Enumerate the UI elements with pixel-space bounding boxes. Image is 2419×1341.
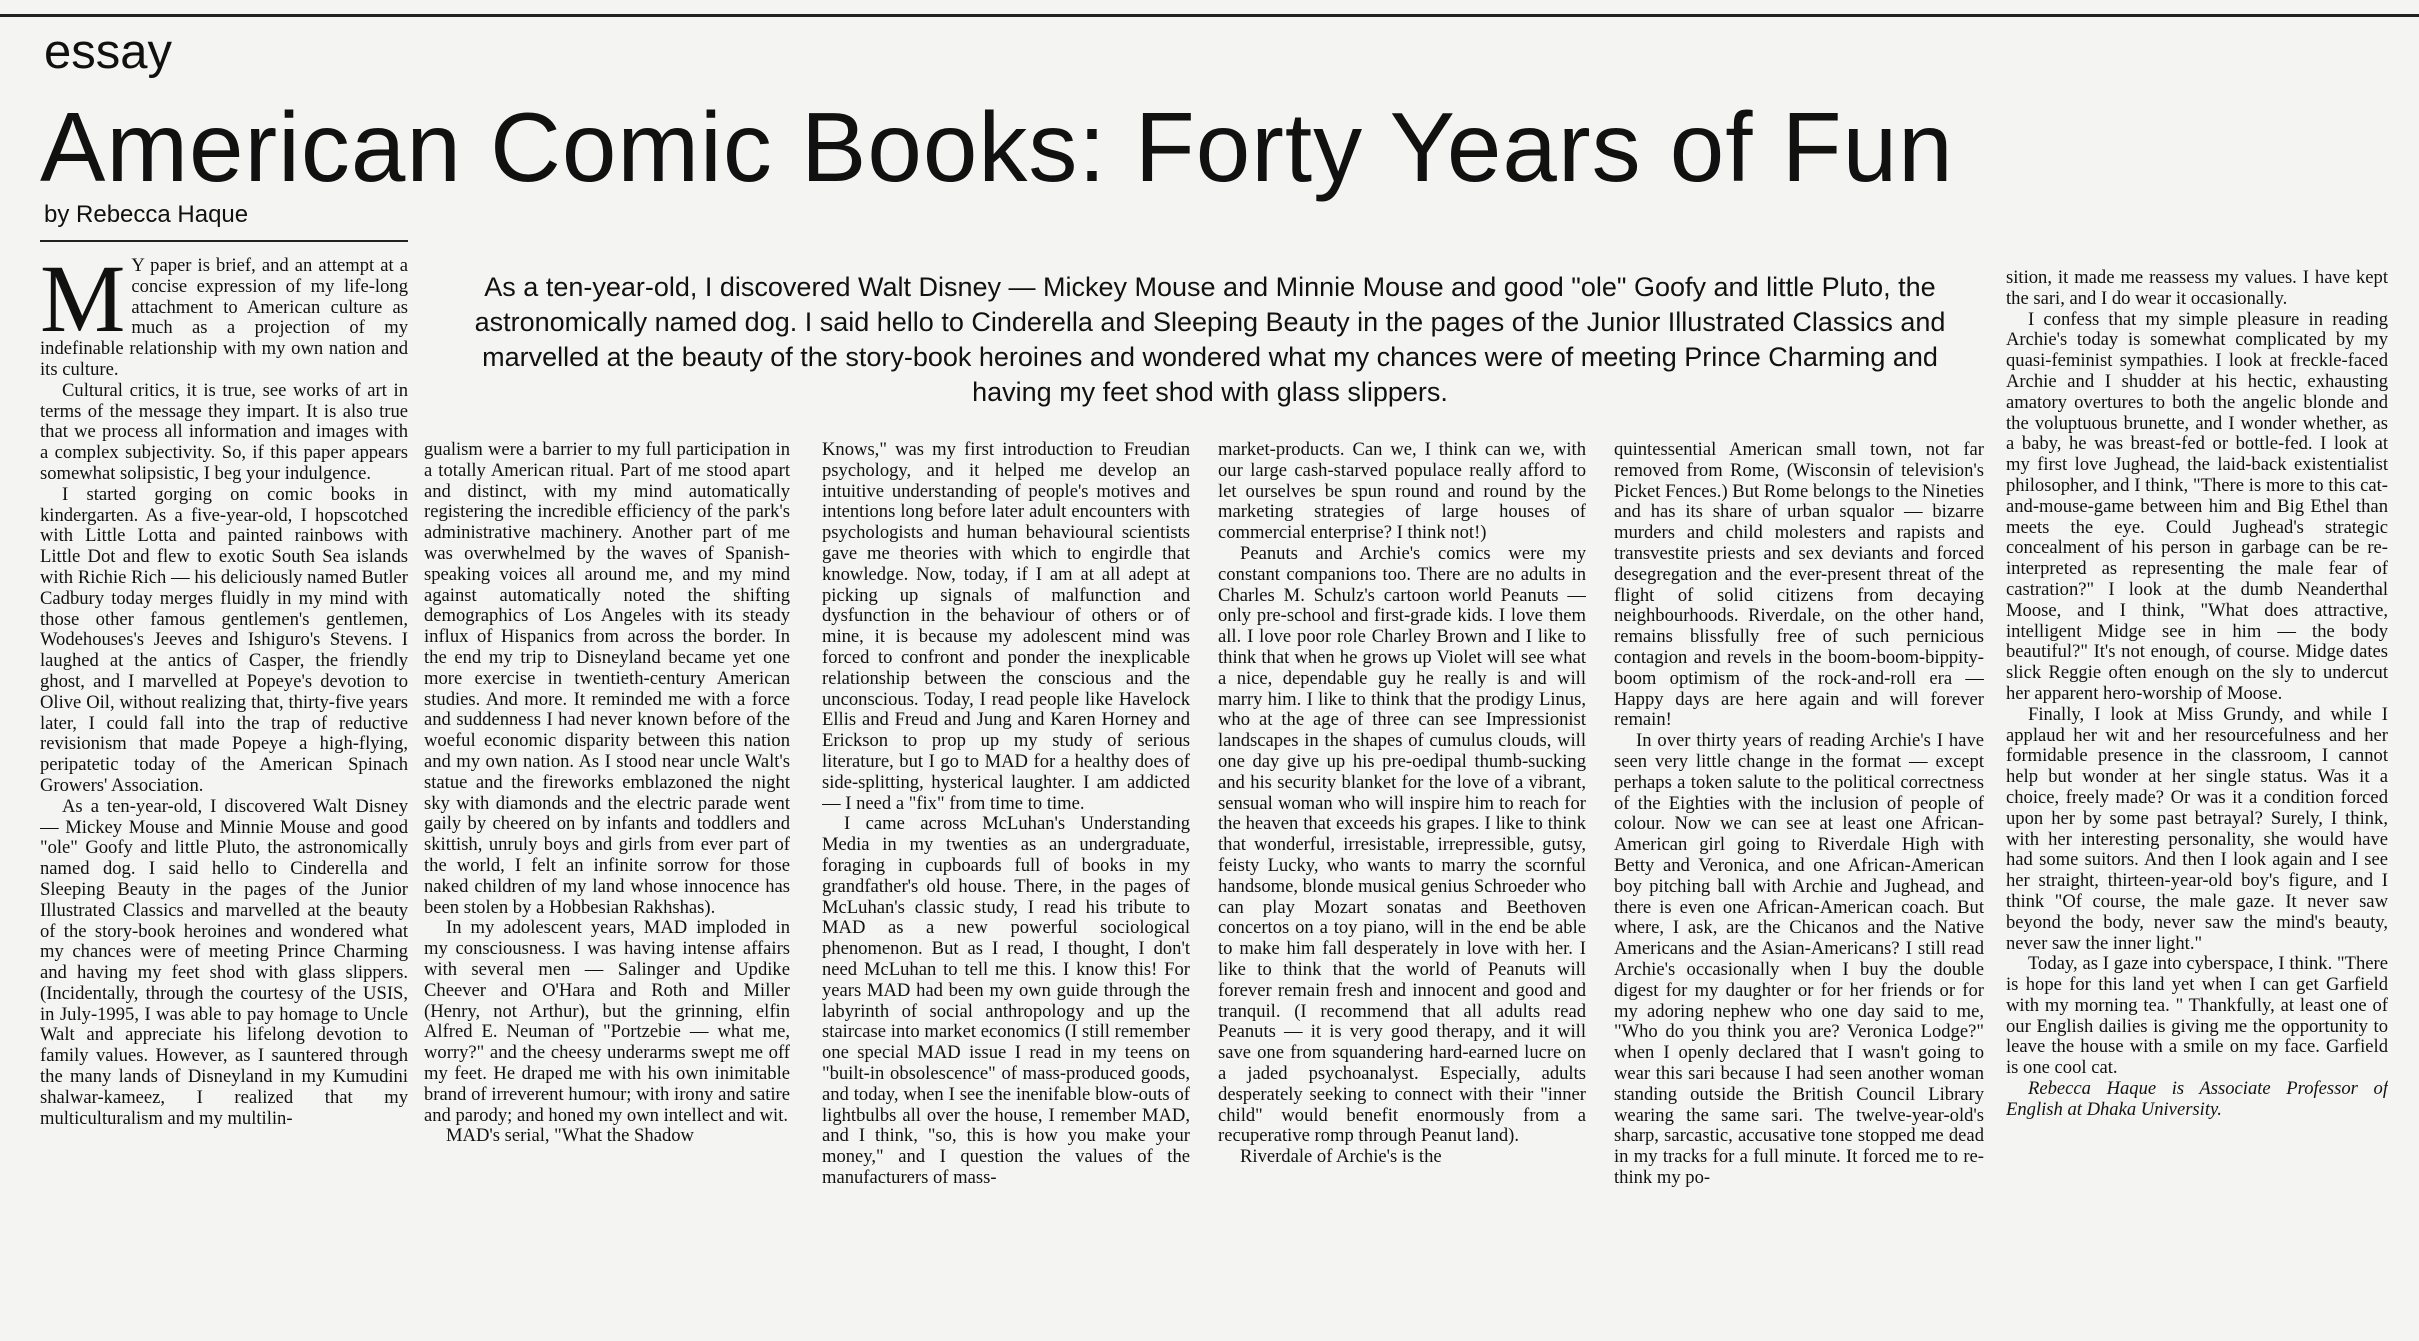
article-paragraph: As a ten-year-old, I discovered Walt Disney — Mickey Mouse and Minnie Mouse and good "ole" Goofy and little Pluto, the astronomically named dog. I said hello to Cinderella and Sleeping Beauty in the pages of the Junior Illustrated Classics and marvelled at the beauty of the story-book heroines and wondered what my chances were of meeting Prince Charming and having my feet shod with glass slippers. (Incidentally, through the courtesy of the USIS, in July-1995, I was able to pay homage to Uncle Walt and appreciate his lifelong devotion to family values. However, as I sauntered through the many lands of Disneyland in my Kumudini shalwar-kameez, I realized that my multiculturalism and my multilin- [40,795,408,1129]
article-paragraph: In over thirty years of reading Archie's I have seen very little change in the format — except perhaps a token salute to the political correctness of the Eighties with the inclusion of people of colour. Now we can see at least one African-American girl going to Riverdale High with Betty and Veronica, and one African-American boy pitching ball with Archie and Jughead, and there is even one African-American coach. But where, I ask, are the Chicanos and the Native Americans and the Asian-Americans? I still read Archie's occasionally when I buy the double digest for my daughter or for her friends or for my adoring nephew who one day said to me, "Who do you think you are? Veronica Lodge?" when I openly declared that I wasn't going to wear this sari because I had seen another woman standing outside the British Council Library wearing the same sari. The twelve-year-old's sharp, sarcastic, accusative tone stopped me dead in my tracks for a full minute. It forced me to re-think my po- [1614,730,1984,1188]
section-label: essay [44,25,173,79]
article-paragraph: I confess that my simple pleasure in reading Archie's today is somewhat complicated by my quasi-feminist sympathies. I look at freckle-faced Archie and I shudder at his hectic, exhausting amatory overtures to both the angelic blonde and the voluptuous brunette, and I wonder whether, as a baby, he was breast-fed or bottle-fed. I look at my first love Jughead, the laid-back existentialist philosopher, and I think, "There is more to this cat-and-mouse-game between him and Big Ethel than meets the eye. Could Jughead's strategic concealment of his person in garbage can be re-interpreted as representing the male fear of castration?" I look at the dumb Neanderthal Moose, and I think, "What does attractive, intelligent Midge see in him — the body beautiful?" It's not enough, of course. Midge dates slick Reggie often enough on the sly to undercut her apparent hero-worship of Moose. [2006,308,2388,704]
article-column-4 [1218,440,1586,1340]
article-column-6 [2006,268,2388,1338]
top-rule [0,14,2419,17]
byline: by Rebecca Haque [44,201,249,228]
article-column-5 [1614,440,1984,1340]
byline-rule [40,240,408,242]
drop-cap: M [40,256,126,352]
article-paragraph: sition, it made me reassess my values. I have kept the sari, and I do wear it occasionally. [2006,268,2388,309]
article-paragraph: quintessential American small town, not far removed from Rome, (Wisconsin of television's Picket Fences.) But Rome belongs to the Nineties and has its share of urban squalor — bizarre murders and child molesters and rapists and transvestite priests and sex deviants and forced desegregation and the ever-present threat of the flight of solid citizens from decaying neighbourhoods. Riverdale, on the other hand, remains blissfully free of such pernicious contagion and revels in the boom-boom-bippity-boom optimism of the rock-and-roll era — Happy days are here again and will forever remain! [1614,440,1984,731]
article-paragraph: In my adolescent years, MAD imploded in my consciousness. I was having intense affairs with several men — Salinger and Updike Cheever and O'Hara and Roth and Miller (Henry, not Arthur), but the grinning, elfin Alfred E. Neuman of "Portzebie — what me, worry?" and the cheesy underarms swept me off my feet. He draped me with his own inimitable brand of irreverent humour; with irony and satire and parody; and honed my own intellect and wit. [424,917,790,1126]
article-column-2 [424,440,790,1340]
pull-quote [440,270,1980,410]
article-paragraph: M Y paper is brief, and an attempt at a concise expression of my life-long attachment to American culture as much as a projection of my indefinable relationship with my own nation and its culture. [40,256,408,380]
article-paragraph: gualism were a barrier to my full participation in a totally American ritual. Part of me stood apart and distinct, with my mind automatically registering the incredible efficiency of the park's administrative machinery. Another part of me was overwhelmed by the waves of Spanish-speaking voices all around me, and my mind against automatically noted the shifting demographics of Los Angeles with its steady influx of Hispanics from across the border. In the end my trip to Disneyland became yet one more exercise in twentieth-century American studies. And more. It reminded me with a force and suddenness I had never known before of the woeful economic disparity between this nation and my own nation. As I stood near uncle Walt's statue and the fireworks emblazoned the night sky with diamonds and the electric parade went gaily by cheered on by infants and toddlers and skittish, unruly boys and girls from ever part of the world, I felt an infinite sorrow for those naked children of my land whose innocence has been stolen by a Hobbesian Rakhshas). [424,440,790,918]
article-paragraph: MAD's serial, "What the Shadow [446,1125,694,1147]
author-signoff: Rebecca Haque is Associate Professor of English at Dhaka University. [2006,1078,2388,1120]
article-paragraph: Peanuts and Archie's comics were my constant companions too. There are no adults in Charles M. Schulz's cartoon world Peanuts — only pre-school and first-grade kids. I love them all. I love poor role Charley Brown and I like to think that when he grows up Violet will see what a nice, dependable guy he really is and will marry him. I like to think that the prodigy Linus, who at the age of three can see Impressionist landscapes in the shapes of cumulus clouds, will one day give up his pre-oedipal thumb-sucking and his security blanket for the love of a vibrant, sensual woman who will inspire him to reach for the heaven that exceeds his grapes. I like to think that wonderful, irresistable, irrepressible, gutsy, feisty Lucky, who wants to marry the scornful handsome, blonde musical genius Schroeder who can play Mozart sonatas and Beethoven concertos on a toy piano, will in the end be able to make him fall desperately in love with her. I like to think that the world of Peanuts will forever remain fresh and innocent and good and tranquil. (I recommend that all adults read Peanuts — it is very good therapy, and it will save one from squandering hard-earned lucre on a jaded psychoanalyst. Especially, adults desperately seeking to connect with their "inner child" would benefit enormously from a recuperative romp through Peanut land). [1218,542,1586,1147]
article-paragraph: Finally, I look at Miss Grundy, and while I applaud her wit and her resourcefulness and her formidable presence in the classroom, I cannot help but wonder at her single status. Was it a choice, freely made? Or was it a condition forced upon her by some past betrayal? Surely, I think, with her interesting personality, she would have had some suitors. And then I look again and I see her straight, thirteen-year-old boy's figure, and I think "Of course, the male gaze. It never saw beyond the body, never saw the mind's beauty, never saw the inner light." [2006,703,2388,954]
article-paragraph: market-products. Can we, I think can we, with our large cash-starved populace really afford to let ourselves be spun round and round by the marketing strategies of large houses of commercial enterprise? I think not!) [1218,440,1586,544]
article-column-3 [822,440,1190,1340]
article-paragraph: I came across McLuhan's Understanding Media in my twenties as an undergraduate, foraging in cupboards full of books in my grandfather's old house. There, in the pages of McLuhan's classic study, I read his tribute to MAD as a new powerful sociological phenomenon. But as I read, I thought, I don't need McLuhan to tell me this. I know this! For years MAD had been my own guide through the labyrinth of social anthropology and up the staircase into market economics (I still remember one special MAD issue I read in my teens on "built-in obsolescence" of mass-produced goods, and today, when I see the inenifable blow-outs of lightbulbs all over the house, I remember MAD, and I think, "so, this is how you make your money," and I question the values of the manufacturers of mass- [822,813,1190,1188]
article-paragraph: Cultural critics, it is true, see works of art in terms of the message they impart. It is also true that we process all information and images with a complex subjectivity. So, if this paper appears somewhat solipsistic, I beg your indulgence. [40,379,408,484]
article-column-1 [40,256,408,1336]
article-paragraph: Knows," was my first introduction to Freudian psychology, and it helped me develop an intuitive understanding of people's motives and intentions long before later adult encounters with psychologists and human behavioural scientists gave me theories with which to engirdle that knowledge. Now, today, if I am at all adept at picking up signals of malfunction and dysfunction in the behaviour of others or of mine, it is because my adolescent mind was forced to confront and ponder the inexplicable relationship between the conscious and the unconscious. Today, I read people like Havelock Ellis and Freud and Jung and Karen Horney and Erickson to prop up my study of serious literature, but I go to MAD for a healthy does of side-splitting, hysterical laughter. I am addicted — I need a "fix" from time to time. [822,440,1190,814]
article-paragraph: Today, as I gaze into cyberspace, I think. "There is hope for this land yet when I can get Garfield with my morning tea. " Thankfully, at least one of our English dailies is giving me the opportunity to leave the house with a smile on my face. Garfield is one cool cat. [2006,953,2388,1079]
headline: American Comic Books: Forty Years of Fun [40,92,1954,202]
article-paragraph: I started gorging on comic books in kindergarten. As a five-year-old, I hopscotched with Little Lotta and painted rainbows with Little Dot and flew to exotic South Sea islands with Richie Rich — his deliciously named Butler Cadbury today merges fluidly in my mind with those other famous gentlemen's gentlemen, Wodehouses's Jeeves and Ishiguro's Stevens. I laughed at the antics of Casper, the friendly ghost, and I marvelled at Popeye's devotion to Olive Oil, without realizing that, thirty-five years later, I could fall into the trap of reductive revisionism that made Popeye a high-flying, peripatetic today of the American Spinach Growers' Association. [40,483,408,796]
article-paragraph: Riverdale of Archie's is the [1240,1146,1442,1168]
pull-quote-text: As a ten-year-old, I discovered Walt Disney — Mickey Mouse and Minnie Mouse and good "ole" Goofy and little Pluto, the astronomically named dog. I said hello to Cinderella and Sleeping Beauty in the pages of the Junior Illustrated Classics and marvelled at the beauty of the story-book heroines and wondered what my chances were of meeting Prince Charming and having my feet shod with glass slippers. [474,272,1946,407]
